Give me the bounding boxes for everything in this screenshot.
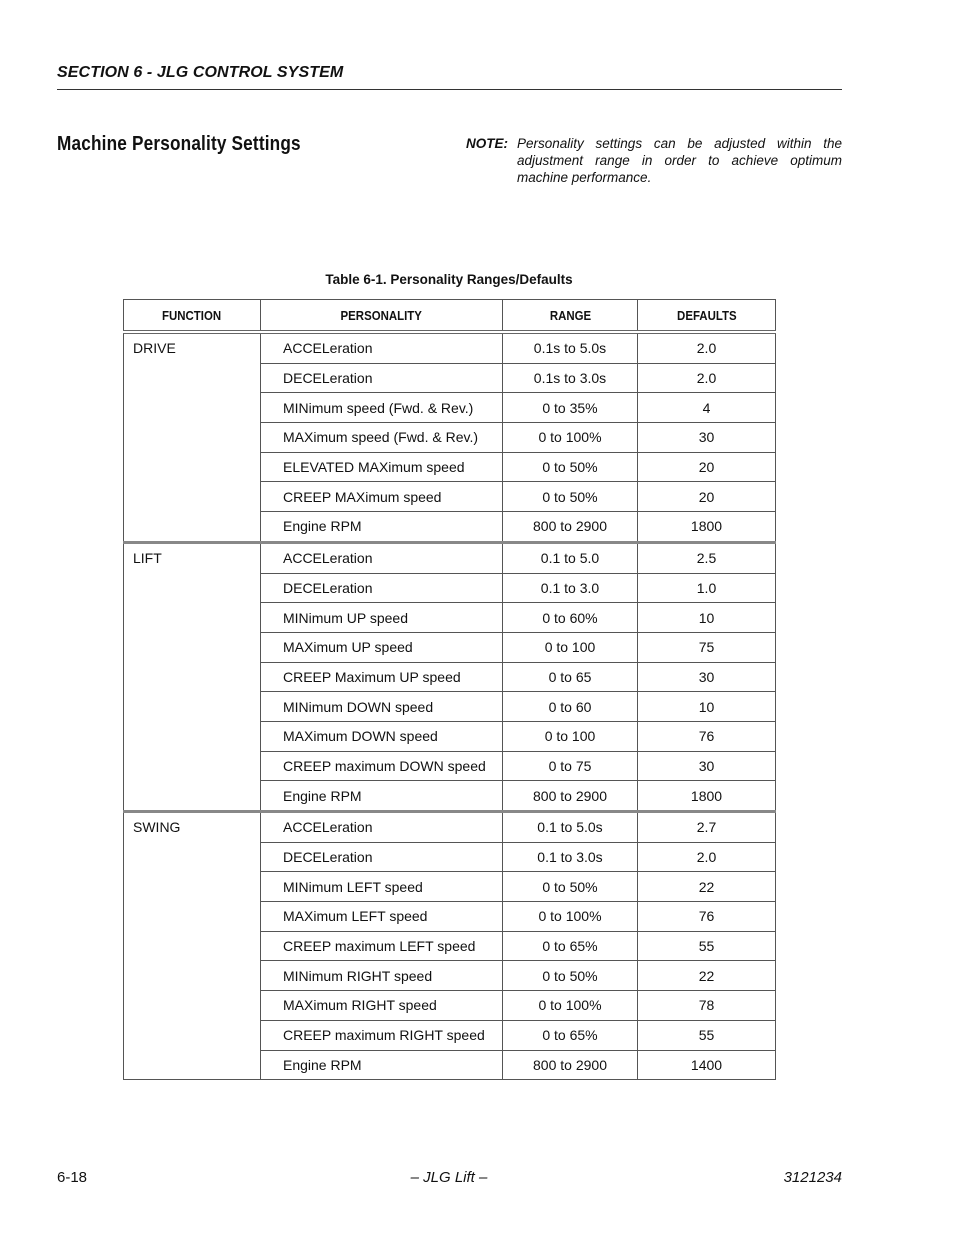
note-text: Personality settings can be adjusted within the adjustment range in order to achieve optimum machine performance. bbox=[517, 136, 842, 185]
range-cell: 0 to 65 bbox=[503, 662, 638, 692]
default-cell: 30 bbox=[638, 751, 776, 781]
personality-cell: CREEP Maximum UP speed bbox=[261, 662, 503, 692]
range-cell: 0 to 50% bbox=[503, 482, 638, 512]
default-cell: 2.0 bbox=[638, 842, 776, 872]
range-cell: 0 to 65% bbox=[503, 931, 638, 961]
range-cell: 0.1 to 3.0 bbox=[503, 573, 638, 603]
default-cell: 2.0 bbox=[638, 363, 776, 393]
personality-cell: ACCELeration bbox=[261, 812, 503, 843]
page-number: 6-18 bbox=[57, 1169, 88, 1186]
default-cell: 2.0 bbox=[638, 332, 776, 363]
range-cell: 0 to 75 bbox=[503, 751, 638, 781]
default-cell: 22 bbox=[638, 961, 776, 991]
default-cell: 1.0 bbox=[638, 573, 776, 603]
default-cell: 1400 bbox=[638, 1050, 776, 1080]
personality-cell: Engine RPM bbox=[261, 781, 503, 812]
personality-cell: MINimum UP speed bbox=[261, 603, 503, 633]
footer-brand: – JLG Lift – bbox=[410, 1169, 488, 1186]
personality-cell: MAXimum RIGHT speed bbox=[261, 991, 503, 1021]
range-cell: 0 to 50% bbox=[503, 961, 638, 991]
document-number: 3121234 bbox=[783, 1169, 842, 1186]
personality-cell: DECELeration bbox=[261, 842, 503, 872]
range-cell: 0 to 65% bbox=[503, 1020, 638, 1050]
default-cell: 2.5 bbox=[638, 542, 776, 573]
range-cell: 800 to 2900 bbox=[503, 781, 638, 812]
column-header-function: FUNCTION bbox=[124, 300, 261, 333]
default-cell: 76 bbox=[638, 721, 776, 751]
table-row bbox=[124, 542, 776, 573]
personality-cell: MINimum speed (Fwd. & Rev.) bbox=[261, 393, 503, 423]
function-cell: DRIVE bbox=[124, 332, 261, 542]
personality-cell: CREEP maximum RIGHT speed bbox=[261, 1020, 503, 1050]
default-cell: 20 bbox=[638, 482, 776, 512]
range-cell: 0.1 to 5.0s bbox=[503, 812, 638, 843]
default-cell: 10 bbox=[638, 692, 776, 722]
personality-cell: MINimum LEFT speed bbox=[261, 872, 503, 902]
range-cell: 0 to 100% bbox=[503, 902, 638, 932]
default-cell: 30 bbox=[638, 423, 776, 453]
default-cell: 78 bbox=[638, 991, 776, 1021]
default-cell: 1800 bbox=[638, 781, 776, 812]
personality-cell: ELEVATED MAXimum speed bbox=[261, 452, 503, 482]
personality-table bbox=[123, 299, 776, 1080]
default-cell: 55 bbox=[638, 931, 776, 961]
personality-cell: CREEP MAXimum speed bbox=[261, 482, 503, 512]
range-cell: 800 to 2900 bbox=[503, 512, 638, 543]
default-cell: 55 bbox=[638, 1020, 776, 1050]
range-cell: 0.1s to 5.0s bbox=[503, 332, 638, 363]
header-divider bbox=[57, 89, 842, 90]
personality-cell: MAXimum UP speed bbox=[261, 632, 503, 662]
range-cell: 0 to 60 bbox=[503, 692, 638, 722]
personality-cell: MINimum RIGHT speed bbox=[261, 961, 503, 991]
default-cell: 20 bbox=[638, 452, 776, 482]
range-cell: 0 to 60% bbox=[503, 603, 638, 633]
range-cell: 0 to 100% bbox=[503, 423, 638, 453]
column-header-personality: PERSONALITY bbox=[261, 300, 503, 333]
personality-cell: DECELeration bbox=[261, 363, 503, 393]
function-cell: LIFT bbox=[124, 542, 261, 811]
range-cell: 0 to 50% bbox=[503, 452, 638, 482]
personality-cell: ACCELeration bbox=[261, 332, 503, 363]
range-cell: 0 to 35% bbox=[503, 393, 638, 423]
table-row bbox=[124, 812, 776, 843]
range-cell: 0.1s to 3.0s bbox=[503, 363, 638, 393]
note-block bbox=[466, 135, 842, 186]
range-cell: 0 to 100% bbox=[503, 991, 638, 1021]
default-cell: 75 bbox=[638, 632, 776, 662]
default-cell: 22 bbox=[638, 872, 776, 902]
table-body bbox=[124, 332, 776, 1080]
range-cell: 0 to 50% bbox=[503, 872, 638, 902]
table-header-row bbox=[124, 300, 776, 333]
personality-cell: MINimum DOWN speed bbox=[261, 692, 503, 722]
personality-cell: MAXimum speed (Fwd. & Rev.) bbox=[261, 423, 503, 453]
section-header: SECTION 6 - JLG CONTROL SYSTEM bbox=[57, 64, 344, 81]
personality-cell: CREEP maximum LEFT speed bbox=[261, 931, 503, 961]
range-cell: 0.1 to 5.0 bbox=[503, 542, 638, 573]
default-cell: 1800 bbox=[638, 512, 776, 543]
column-header-range: RANGE bbox=[503, 300, 638, 333]
column-header-defaults: DEFAULTS bbox=[638, 300, 776, 333]
personality-cell: Engine RPM bbox=[261, 512, 503, 543]
note-label: NOTE: bbox=[466, 136, 508, 151]
personality-cell: Engine RPM bbox=[261, 1050, 503, 1080]
range-cell: 0 to 100 bbox=[503, 721, 638, 751]
table-caption: Table 6-1. Personality Ranges/Defaults bbox=[325, 272, 573, 287]
function-cell: SWING bbox=[124, 812, 261, 1080]
range-cell: 0 to 100 bbox=[503, 632, 638, 662]
personality-cell: DECELeration bbox=[261, 573, 503, 603]
page-title: Machine Personality Settings bbox=[57, 133, 301, 155]
default-cell: 2.7 bbox=[638, 812, 776, 843]
personality-cell: MAXimum DOWN speed bbox=[261, 721, 503, 751]
default-cell: 30 bbox=[638, 662, 776, 692]
range-cell: 0.1 to 3.0s bbox=[503, 842, 638, 872]
default-cell: 76 bbox=[638, 902, 776, 932]
range-cell: 800 to 2900 bbox=[503, 1050, 638, 1080]
personality-cell: CREEP maximum DOWN speed bbox=[261, 751, 503, 781]
table-row bbox=[124, 332, 776, 363]
default-cell: 4 bbox=[638, 393, 776, 423]
personality-cell: ACCELeration bbox=[261, 542, 503, 573]
default-cell: 10 bbox=[638, 603, 776, 633]
personality-cell: MAXimum LEFT speed bbox=[261, 902, 503, 932]
